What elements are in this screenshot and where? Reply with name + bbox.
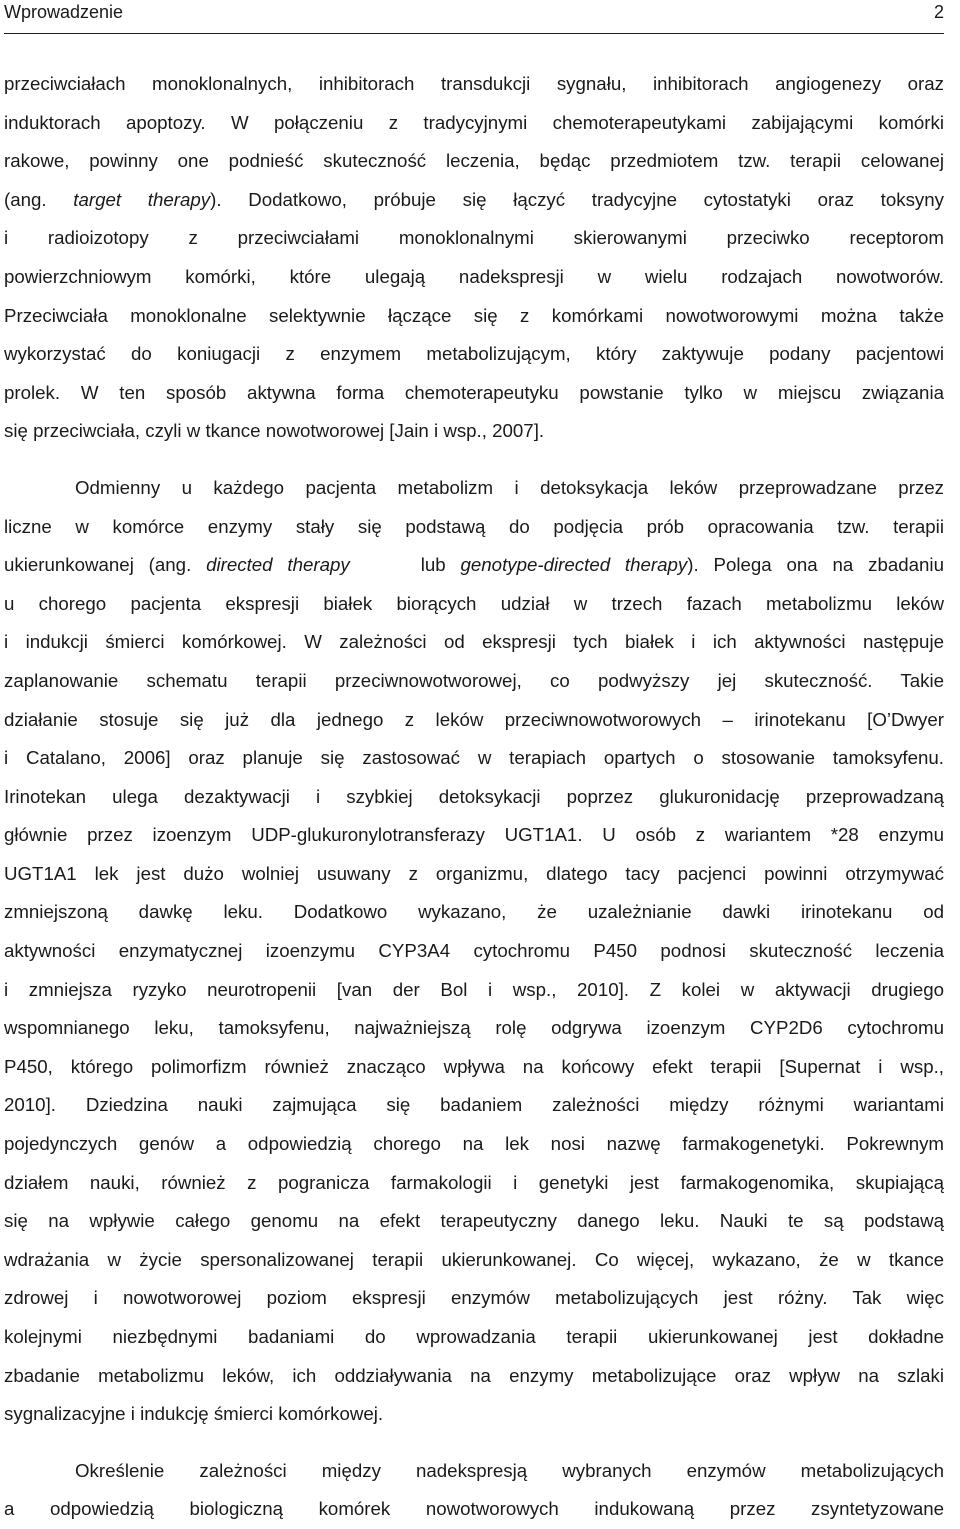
text-line: i Catalano, 2006] oraz planuje się zastosować w terapiach opartych o stosowanie tamoksyfenu. — [4, 747, 944, 769]
text-line: liczne w komórce enzymy stały się podstawą do podjęcia prób opracowania tzw. terapii — [4, 515, 944, 537]
body-text — [4, 65, 944, 1529]
paragraph-gap — [4, 451, 944, 469]
chapter-title: Wprowadzenie — [4, 2, 124, 22]
text-line: kolejnymi niezbędnymi badaniami do wprowadzania terapii ukierunkowanej jest dokładne — [4, 1326, 944, 1347]
text-line: wspomnianego leku, tamoksyfenu, najważniejszą rolę odgrywa izoenzym CYP2D6 cytochromu — [4, 1017, 944, 1039]
text-line: rakowe, powinny one podnieść skuteczność leczenia, będąc przedmiotem tzw. terapii celowanej — [4, 150, 944, 172]
text-line: działanie stosuje się już dla jednego z leków przeciwnowotworowych – irinotekanu [O’Dwyer — [4, 708, 944, 730]
text-line: pojedynczych genów a odpowiedzią chorego na lek nosi nazwę farmakogenetyki. Pokrewnym — [4, 1133, 944, 1155]
text-line: sygnalizacyjne i indukcję śmierci komórkowej. — [4, 1403, 384, 1425]
text-line: UGT1A1 lek jest dużo wolniej usuwany z organizmu, dlatego tacy pacjenci powinni otrzymywać — [4, 862, 944, 884]
page-header — [4, 0, 944, 34]
text-line: Określenie zależności między nadekspresją wybranych enzymów metabolizujących — [75, 1459, 944, 1481]
text-line: powierzchniowym komórki, które ulegają nadekspresji w wielu rodzajach nowotworów. — [4, 265, 944, 287]
text-line: P450, którego polimorfizm również znacząco wpływa na końcowy efekt terapii [Supernat i wsp., — [4, 1055, 944, 1077]
text-line: a odpowiedzią biologiczną komórek nowotworowych indukowaną przez zsyntetyzowane — [4, 1498, 944, 1520]
text-line: prolek. W ten sposób aktywna forma chemoterapeutyku powstanie tylko w miejscu związania — [4, 381, 944, 403]
text-line: Odmienny u każdego pacjenta metabolizm i detoksykacja leków przeprowadzane przez — [75, 476, 944, 498]
text-line: i radioizotopy z przeciwciałami monoklonalnymi skierowanymi przeciwko receptorom — [4, 227, 944, 249]
italic-term: genotype-directed therapy — [460, 554, 688, 576]
text-line: u chorego pacjenta ekspresji białek biorących udział w trzech fazach metabolizmu leków — [4, 592, 944, 614]
paragraph — [4, 469, 944, 1434]
paragraph — [4, 1452, 944, 1529]
text-line: aktywności enzymatycznej izoenzymu CYP3A4 cytochromu P450 podnosi skuteczność leczenia — [4, 940, 944, 962]
italic-term: directed therapy — [206, 554, 350, 576]
text-line: Irinotekan ulega dezaktywacji i szybkiej detoksykacji poprzez glukuronidację przeprowadzaną — [4, 785, 944, 807]
text-line: zmniejszoną dawkę leku. Dodatkowo wykazano, że uzależnianie dawki irinotekanu od — [4, 901, 944, 923]
text-line: wykorzystać do koniugacji z enzymem metabolizującym, który zaktywuje podany pacjentowi — [4, 343, 944, 365]
text-line: działem nauki, również z pogranicza farmakologii i genetyki jest farmakogenomika, skupiającą — [4, 1171, 944, 1193]
paragraph — [4, 65, 944, 451]
text-line: ukierunkowanej (ang. directed therapy lub genotype-directed therapy). Polega ona na zbadaniu — [4, 554, 944, 576]
text-line: i zmniejsza ryzyko neurotropenii [van der Bol i wsp., 2010]. Z kolei w aktywacji drugiego — [4, 978, 944, 1000]
italic-term: target therapy — [73, 188, 211, 210]
text-line: głównie przez izoenzym UDP-glukuronylotransferazy UGT1A1. U osób z wariantem *28 enzymu — [4, 824, 944, 846]
text-line: się na wpływie całego genomu na efekt terapeutyczny danego leku. Nauki te są podstawą — [4, 1210, 944, 1232]
text-line: zdrowej i nowotworowej poziom ekspresji enzymów metabolizujących jest różny. Tak więc — [4, 1287, 944, 1309]
text-line: (ang. target therapy). Dodatkowo, próbuje się łączyć tradycyjne cytostatyki oraz toksyny — [4, 188, 944, 210]
text-line: Przeciwciała monoklonalne selektywnie łączące się z komórkami nowotworowymi można także — [4, 304, 944, 326]
text-line: induktorach apoptozy. W połączeniu z tradycyjnymi chemoterapeutykami zabijającymi komórki — [4, 111, 944, 133]
text-line: i indukcji śmierci komórkowej. W zależności od ekspresji tych białek i ich aktywności następuje — [4, 631, 944, 653]
paragraph-gap — [4, 1434, 944, 1452]
text-line: wdrażania w życie spersonalizowanej terapii ukierunkowanej. Co więcej, wykazano, że w tkance — [4, 1248, 944, 1270]
text-line: przeciwciałach monoklonalnych, inhibitorach transdukcji sygnału, inhibitorach angiogenezy oraz — [4, 73, 944, 94]
text-line: zbadanie metabolizmu leków, ich oddziaływania na enzymy metabolizujące oraz wpływ na szlaki — [4, 1364, 944, 1386]
text-line: zaplanowanie schematu terapii przeciwnowotworowej, co podwyższy jej skuteczność. Takie — [4, 669, 944, 691]
text-line: się przeciwciała, czyli w tkance nowotworowej [Jain i wsp., 2007]. — [4, 420, 545, 442]
page-number: 2 — [933, 2, 944, 22]
text-line: 2010]. Dziedzina nauki zajmująca się badaniem zależności między różnymi wariantami — [4, 1094, 944, 1116]
